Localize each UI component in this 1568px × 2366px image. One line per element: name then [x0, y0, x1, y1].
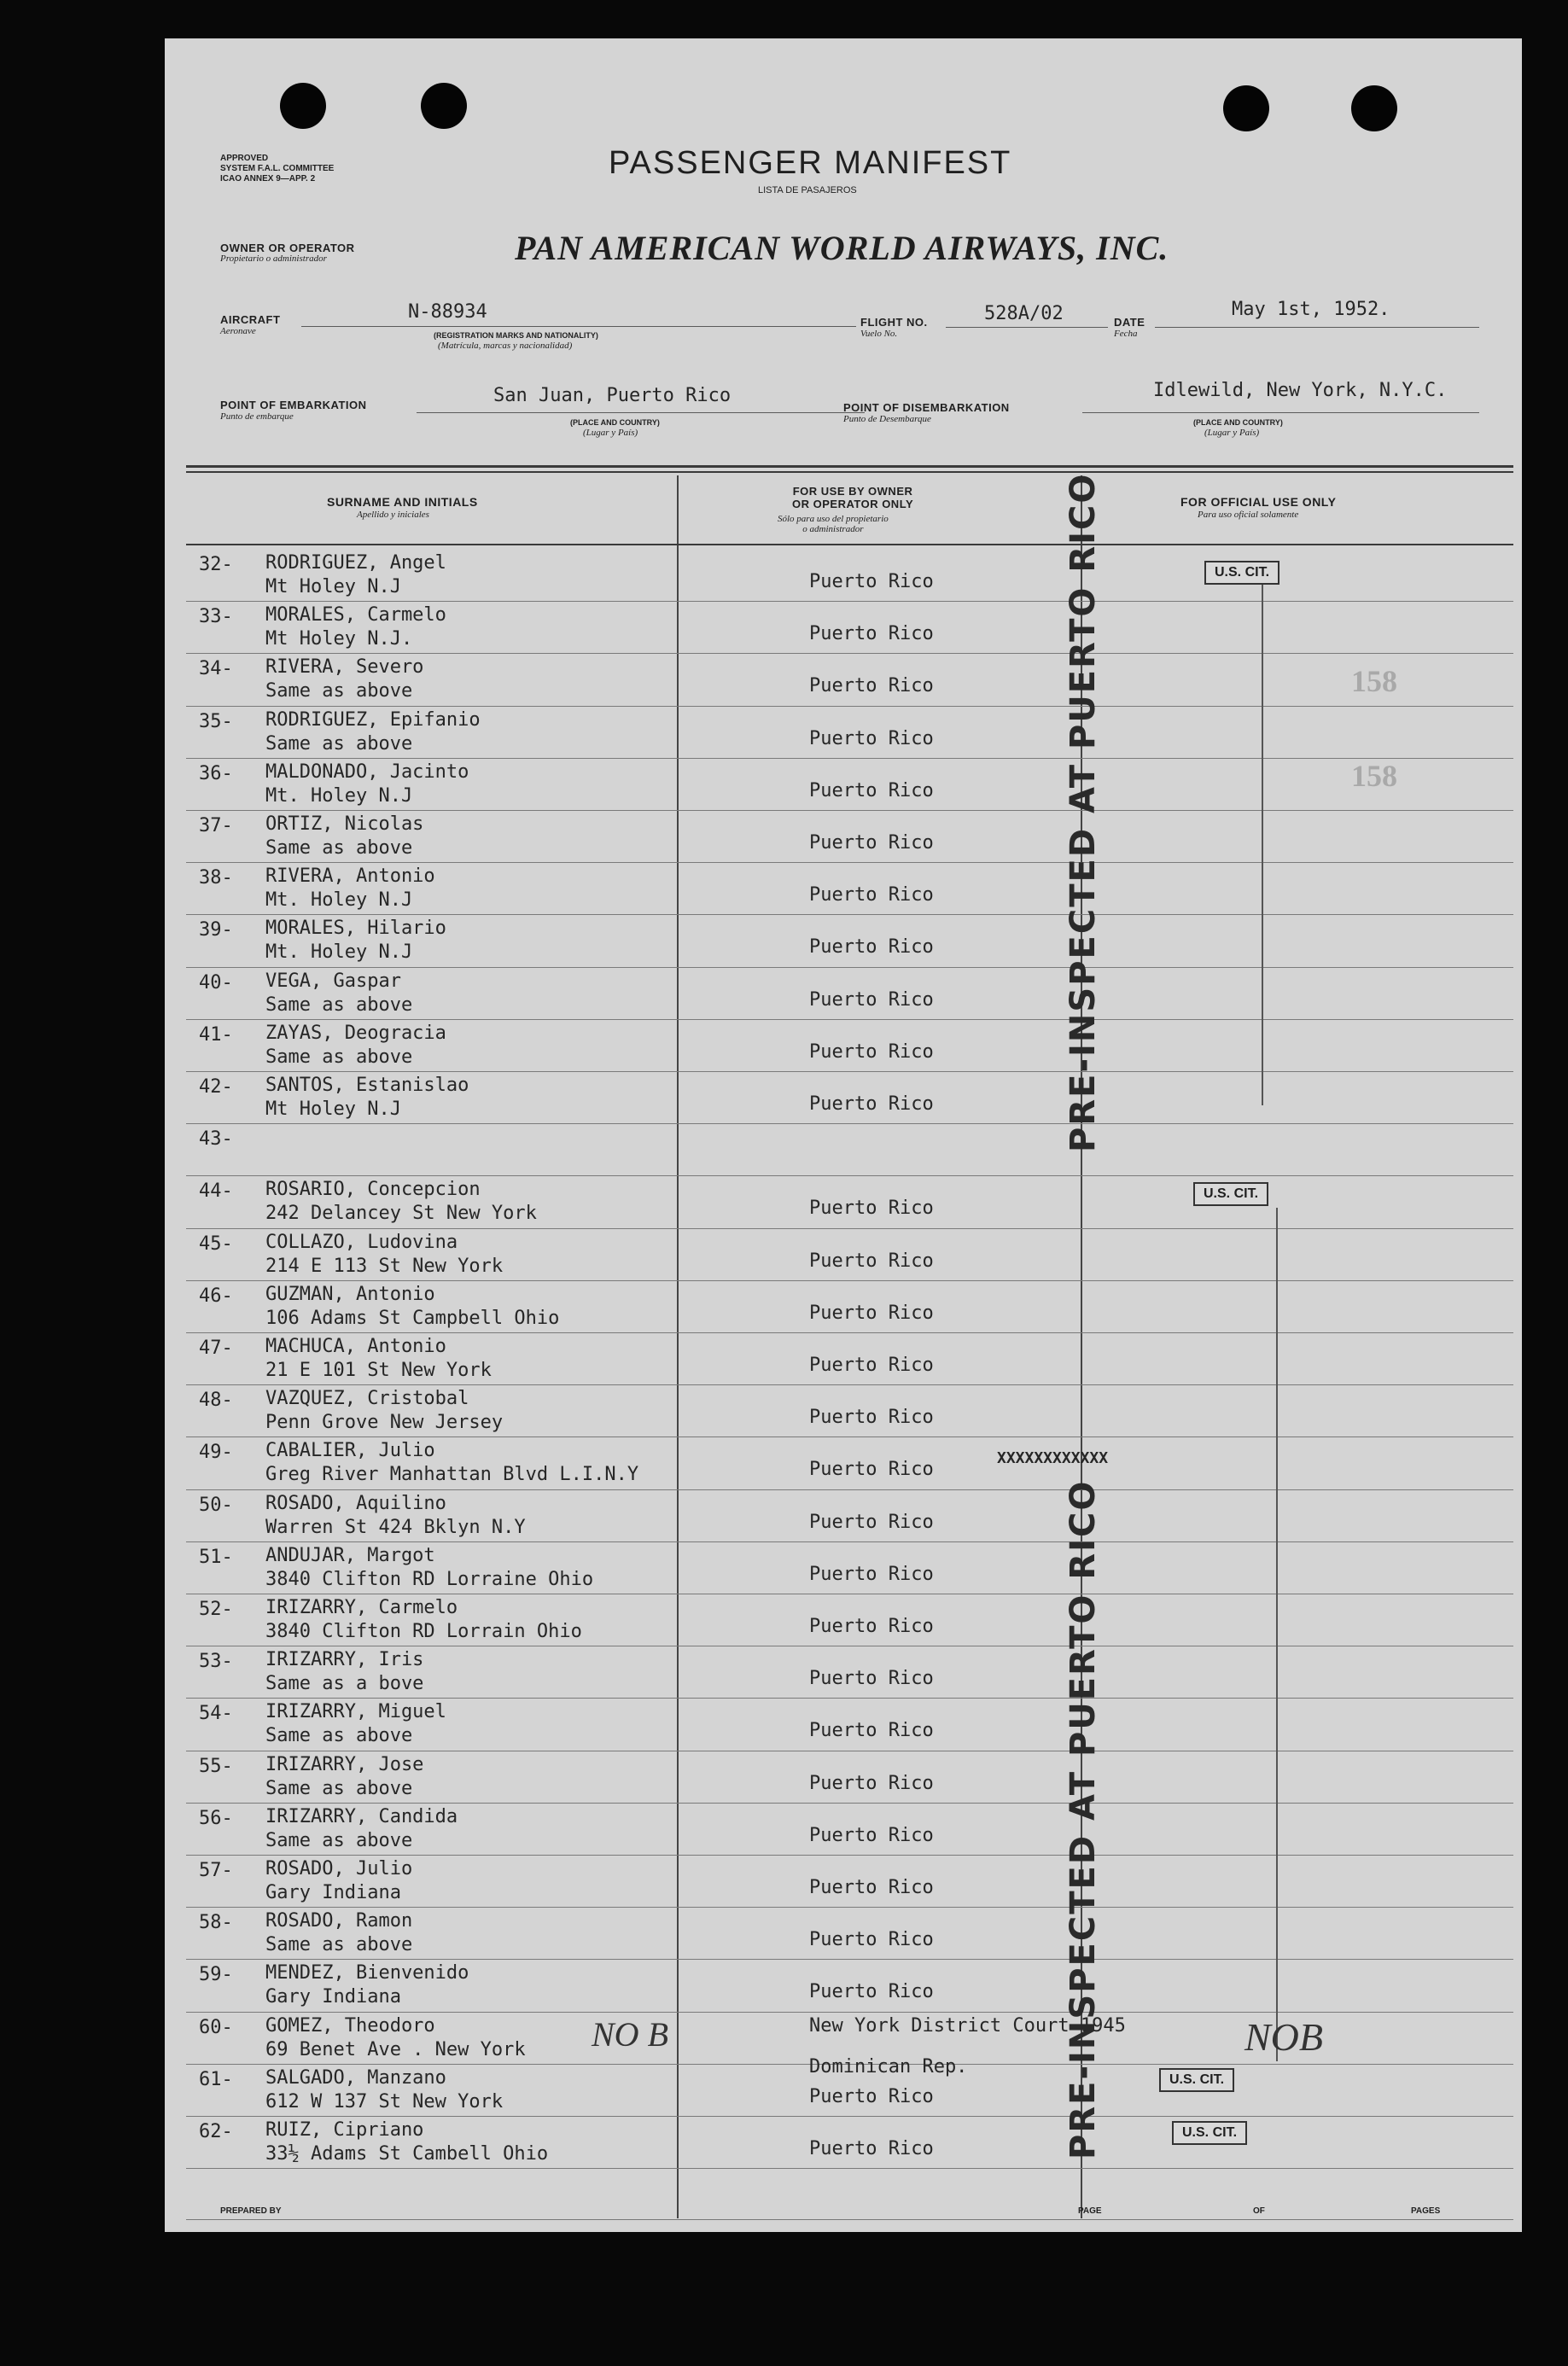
passenger-name: MENDEZ, Bienvenido	[265, 1962, 469, 1984]
nob-annotation-2: NO B	[592, 2015, 668, 2054]
passenger-address: Mt. Holey N.J	[265, 941, 413, 964]
passenger-destination: Puerto Rico	[809, 988, 934, 1011]
passenger-address: Mt. Holey N.J	[265, 784, 413, 807]
row-number: 56-	[199, 1807, 233, 1829]
table-row-divider	[186, 914, 1513, 915]
table-row-divider	[186, 706, 1513, 707]
passenger-address: Greg River Manhattan Blvd L.I.N.Y	[265, 1464, 639, 1486]
preinspected-stamp-1: PRE-INSPECTED AT PUERTO RICO	[1064, 472, 1103, 1152]
passenger-address: 21 E 101 St New York	[265, 1360, 492, 1381]
passenger-destination: Puerto Rico	[809, 1668, 934, 1690]
passenger-destination: Puerto Rico	[809, 1302, 934, 1324]
flight-label: FLIGHT NO.	[860, 316, 928, 329]
passenger-address: 69 Benet Ave . New York	[265, 2038, 526, 2060]
row-number: 46-	[199, 1285, 233, 1307]
embark-place-note: (PLACE AND COUNTRY)	[570, 418, 660, 427]
table-row-divider	[186, 1489, 1513, 1490]
table-row-divider	[186, 810, 1513, 811]
passenger-destination: Puerto Rico	[809, 1407, 934, 1429]
row-number: 48-	[199, 1390, 233, 1412]
embark-label: POINT OF EMBARKATION	[220, 399, 367, 411]
passenger-destination: Puerto Rico	[809, 832, 934, 854]
passenger-name: MALDONADO, Jacinto	[265, 760, 469, 783]
col-surname-header-es: Apellido y iniciales	[357, 510, 429, 520]
table-row-divider	[186, 862, 1513, 863]
disembark-place-note-es: (Lugar y País)	[1204, 428, 1260, 438]
row-number: 37-	[199, 815, 233, 836]
passenger-name: MACHUCA, Antonio	[265, 1336, 446, 1357]
row-number: 38-	[199, 867, 233, 889]
passenger-address: 242 Delancey St New York	[265, 1203, 537, 1225]
table-row-divider	[186, 1123, 1513, 1124]
col-official-header-es: Para uso oficial solamente	[1198, 510, 1299, 520]
table-row-divider	[186, 2012, 1513, 2013]
aircraft-value: N-88934	[408, 301, 487, 323]
table-row-divider	[186, 2168, 1513, 2169]
passenger-name: VEGA, Gaspar	[265, 970, 401, 992]
passenger-address: 3840 Clifton RD Lorrain Ohio	[265, 1621, 582, 1642]
passenger-name: RUIZ, Cipriano	[265, 2119, 424, 2141]
passenger-destination: Puerto Rico	[809, 1877, 934, 1898]
passenger-address: Same as above	[265, 1829, 413, 1851]
row-number: 60-	[199, 2016, 233, 2038]
row-number: 58-	[199, 1912, 233, 1934]
owner-label: OWNER OR OPERATOR	[220, 242, 355, 254]
aircraft-sublabel: Aeronave	[220, 326, 256, 336]
table-row-divider	[186, 1803, 1513, 1804]
table-row-divider	[186, 601, 1513, 602]
row-number: 44-	[199, 1180, 233, 1203]
disembark-label: POINT OF DISEMBARKATION	[843, 401, 1010, 414]
row-number: 59-	[199, 1964, 233, 1986]
embark-place-note-es: (Lugar y País)	[583, 428, 638, 438]
nob-annotation: NOB	[1244, 2015, 1323, 2059]
passenger-destination: Puerto Rico	[809, 1355, 934, 1376]
date-sublabel: Fecha	[1114, 329, 1138, 339]
passenger-name: IRIZARRY, Carmelo	[265, 1597, 458, 1618]
table-row-divider	[186, 1541, 1513, 1542]
embark-sublabel: Punto de embarque	[220, 411, 294, 422]
passenger-address: Same as above	[265, 1725, 413, 1747]
of-label: OF	[1253, 2206, 1265, 2216]
flight-value: 528A/02	[984, 303, 1064, 324]
table-row-divider	[186, 1019, 1513, 1020]
passenger-destination: Puerto Rico	[809, 1511, 934, 1533]
passenger-address: Mt. Holey N.J	[265, 889, 413, 912]
pages-label: PAGES	[1411, 2206, 1441, 2216]
passenger-destination: Puerto Rico	[809, 1720, 934, 1742]
row-number: 47-	[199, 1337, 233, 1359]
passenger-destination: Puerto Rico	[809, 675, 934, 697]
row-number: 51-	[199, 1546, 233, 1568]
passenger-destination: Puerto Rico	[809, 1198, 934, 1220]
passenger-name: RODRIGUEZ, Angel	[265, 552, 446, 574]
reg-note-es: (Matrícula, marcas y nacionalidad)	[438, 341, 573, 351]
table-row-divider	[186, 758, 1513, 759]
passenger-name: ROSADO, Ramon	[265, 1910, 413, 1932]
passenger-destination: Puerto Rico	[809, 1981, 934, 2003]
passenger-address: Mt Holey N.J.	[265, 628, 413, 650]
passenger-name: IRIZARRY, Candida	[265, 1805, 458, 1827]
date-value: May 1st, 1952.	[1232, 299, 1390, 320]
strike-mark: XXXXXXXXXXXX	[997, 1449, 1109, 1467]
passenger-address: 214 E 113 St New York	[265, 1255, 504, 1277]
approved-block: APPROVED SYSTEM F.A.L. COMMITTEE ICAO ANNEX 9—APP. 2	[220, 154, 335, 184]
table-row-divider	[186, 1384, 1513, 1385]
row-number: 42-	[199, 1076, 233, 1098]
passenger-name: RIVERA, Severo	[265, 656, 424, 679]
passenger-destination: Puerto Rico	[809, 884, 934, 906]
handwritten-line-1	[1262, 585, 1263, 1105]
passenger-name: RODRIGUEZ, Epifanio	[265, 708, 481, 731]
passenger-destination: Puerto Rico	[809, 936, 934, 959]
passenger-name: ROSADO, Julio	[265, 1858, 413, 1879]
passenger-name: IRIZARRY, Miguel	[265, 1701, 446, 1723]
passenger-name: SANTOS, Estanislao	[265, 1075, 469, 1096]
embark-value: San Juan, Puerto Rico	[493, 385, 732, 406]
passenger-destination: Puerto Rico	[809, 571, 934, 592]
punch-hole-3	[1223, 85, 1269, 131]
table-row-divider	[186, 1332, 1513, 1333]
passenger-name: COLLAZO, Ludovina	[265, 1231, 458, 1253]
passenger-name: CABALIER, Julio	[265, 1440, 435, 1462]
table-row-divider	[186, 1959, 1513, 1960]
passenger-destination: Puerto Rico	[809, 1040, 934, 1063]
passenger-name: ROSADO, Aquilino	[265, 1492, 446, 1514]
row-number: 40-	[199, 971, 233, 994]
prepared-by-label: PREPARED BY	[220, 2206, 282, 2216]
table-row-divider	[186, 1855, 1513, 1856]
manifest-sheet	[165, 38, 1522, 2232]
col-official-header: FOR OFFICIAL USE ONLY	[1180, 495, 1337, 509]
passenger-name: IRIZARRY, Jose	[265, 1753, 424, 1775]
punch-hole-1	[280, 83, 326, 129]
operator-name: PAN AMERICAN WORLD AIRWAYS, INC.	[515, 229, 1169, 267]
passenger-name: ZAYAS, Deogracia	[265, 1022, 446, 1044]
punch-hole-4	[1351, 85, 1397, 131]
us-cit-stamp-1: U.S. CIT.	[1204, 561, 1279, 585]
passenger-destination: Puerto Rico	[809, 1459, 934, 1481]
passenger-name: RIVERA, Antonio	[265, 865, 435, 888]
passenger-destination: Puerto Rico	[809, 779, 934, 801]
row-number: 41-	[199, 1023, 233, 1046]
table-row-divider	[186, 967, 1513, 968]
row-number: 61-	[199, 2068, 233, 2090]
aircraft-label: AIRCRAFT	[220, 313, 281, 326]
passenger-destination: Puerto Rico	[809, 2138, 934, 2159]
passenger-address: 106 Adams St Campbell Ohio	[265, 1307, 560, 1329]
passenger-address: Same as above	[265, 1934, 413, 1956]
row-number: 55-	[199, 1755, 233, 1777]
row-number: 50-	[199, 1494, 233, 1516]
row-number: 53-	[199, 1651, 233, 1673]
page-title: PASSENGER MANIFEST	[609, 145, 1012, 181]
passenger-destination: Puerto Rico	[809, 623, 934, 645]
passenger-name: MORALES, Carmelo	[265, 604, 446, 626]
us-cit-stamp-3: U.S. CIT.	[1159, 2068, 1234, 2092]
passenger-destination: Puerto Rico	[809, 727, 934, 749]
table-row-divider	[186, 1280, 1513, 1281]
table-row-divider	[186, 1175, 1513, 1176]
table-row-divider	[186, 1228, 1513, 1229]
passenger-destination: Puerto Rico	[809, 1093, 934, 1115]
page-label: PAGE	[1078, 2206, 1102, 2216]
row-number: 49-	[199, 1442, 233, 1464]
row-number: 43-	[199, 1128, 233, 1151]
table-row-divider	[186, 2116, 1513, 2117]
handwritten-line-2	[1276, 1208, 1278, 2061]
preinspected-stamp-2: PRE-INSPECTED AT PUERTO RICO	[1064, 1479, 1103, 2159]
table-row-divider	[186, 1907, 1513, 1908]
passenger-address: Gary Indiana	[265, 1882, 401, 1903]
passenger-destination: New York District Court 1945	[809, 2014, 1126, 2037]
punch-hole-2	[421, 83, 467, 129]
row-number: 35-	[199, 710, 233, 732]
passenger-name: ORTIZ, Nicolas	[265, 813, 424, 835]
passenger-address: Warren St 424 Bklyn N.Y	[265, 1516, 526, 1538]
passenger-address: 612 W 137 St New York	[265, 2090, 504, 2112]
row-number: 36-	[199, 762, 233, 784]
table-row-divider	[186, 1071, 1513, 1072]
passenger-destination: Puerto Rico	[809, 1563, 934, 1585]
us-cit-stamp-4: U.S. CIT.	[1172, 2121, 1247, 2145]
passenger-address: Penn Grove New Jersey	[265, 1412, 504, 1434]
passenger-address: Same as above	[265, 732, 413, 755]
date-label: DATE	[1114, 316, 1145, 329]
passenger-name: ANDUJAR, Margot	[265, 1544, 435, 1566]
passenger-address: Same as a bove	[265, 1673, 424, 1695]
table-row-divider	[186, 1698, 1513, 1699]
passenger-name: ROSARIO, Concepcion	[265, 1179, 481, 1201]
passenger-address: Same as above	[265, 680, 413, 702]
row-number: 57-	[199, 1860, 233, 1881]
passenger-destination: Puerto Rico	[809, 1772, 934, 1794]
page-subtitle: LISTA DE PASAJEROS	[758, 185, 857, 195]
passenger-name: SALGADO, Manzano	[265, 2066, 446, 2089]
disembark-place-note: (PLACE AND COUNTRY)	[1193, 418, 1283, 427]
passenger-destination: Puerto Rico	[809, 1616, 934, 1637]
passenger-address: Same as above	[265, 1046, 413, 1068]
passenger-address: Mt Holey N.J	[265, 1098, 401, 1120]
row-number: 54-	[199, 1703, 233, 1725]
reg-note: (REGISTRATION MARKS AND NATIONALITY)	[434, 331, 598, 340]
faded-number-1: 158	[1351, 664, 1397, 698]
passenger-address: Same as above	[265, 837, 413, 859]
passenger-name: GOMEZ, Theodoro	[265, 2014, 435, 2037]
passenger-address: Same as above	[265, 994, 413, 1016]
passenger-name: VAZQUEZ, Cristobal	[265, 1388, 469, 1410]
passenger-address: Gary Indiana	[265, 1986, 401, 2008]
passenger-name: MORALES, Hilario	[265, 918, 446, 940]
passenger-address: 33½ Adams St Cambell Ohio	[265, 2143, 549, 2165]
passenger-destination: Puerto Rico	[809, 1824, 934, 1846]
passenger-address: Same as above	[265, 1777, 413, 1799]
row-number: 45-	[199, 1233, 233, 1255]
row-number: 33-	[199, 606, 233, 628]
column-separator-1	[677, 475, 679, 2218]
table-row-divider	[186, 653, 1513, 654]
passenger-destination: Puerto Rico	[809, 1250, 934, 1272]
flight-sublabel: Vuelo No.	[860, 329, 898, 339]
row-number: 34-	[199, 658, 233, 680]
table-row-divider	[186, 1436, 1513, 1437]
passenger-destination: Puerto Rico	[809, 2085, 934, 2107]
row-number: 62-	[199, 2121, 233, 2142]
faded-number-2: 158	[1351, 759, 1397, 793]
row-number: 39-	[199, 919, 233, 941]
passenger-name: IRIZARRY, Iris	[265, 1649, 424, 1671]
passenger-destination: Puerto Rico	[809, 1929, 934, 1951]
col-owner-header-es: Sólo para uso del propietario o administrador	[778, 514, 889, 534]
row-number: 52-	[199, 1599, 233, 1620]
passenger-address: 3840 Clifton RD Lorraine Ohio	[265, 1568, 594, 1590]
col-surname-header: SURNAME AND INITIALS	[327, 495, 478, 509]
owner-sublabel: Propietario o administrador	[220, 253, 327, 264]
passenger-destination-2: Dominican Rep.	[809, 2055, 968, 2078]
disembark-value: Idlewild, New York, N.Y.C.	[1153, 380, 1448, 401]
passenger-address: Mt Holey N.J	[265, 576, 401, 597]
col-owner-header: FOR USE BY OWNER OR OPERATOR ONLY	[792, 485, 914, 510]
row-number: 32-	[199, 554, 233, 575]
passenger-name: GUZMAN, Antonio	[265, 1283, 435, 1305]
disembark-sublabel: Punto de Desembarque	[843, 414, 931, 424]
us-cit-stamp-2: U.S. CIT.	[1193, 1182, 1268, 1206]
